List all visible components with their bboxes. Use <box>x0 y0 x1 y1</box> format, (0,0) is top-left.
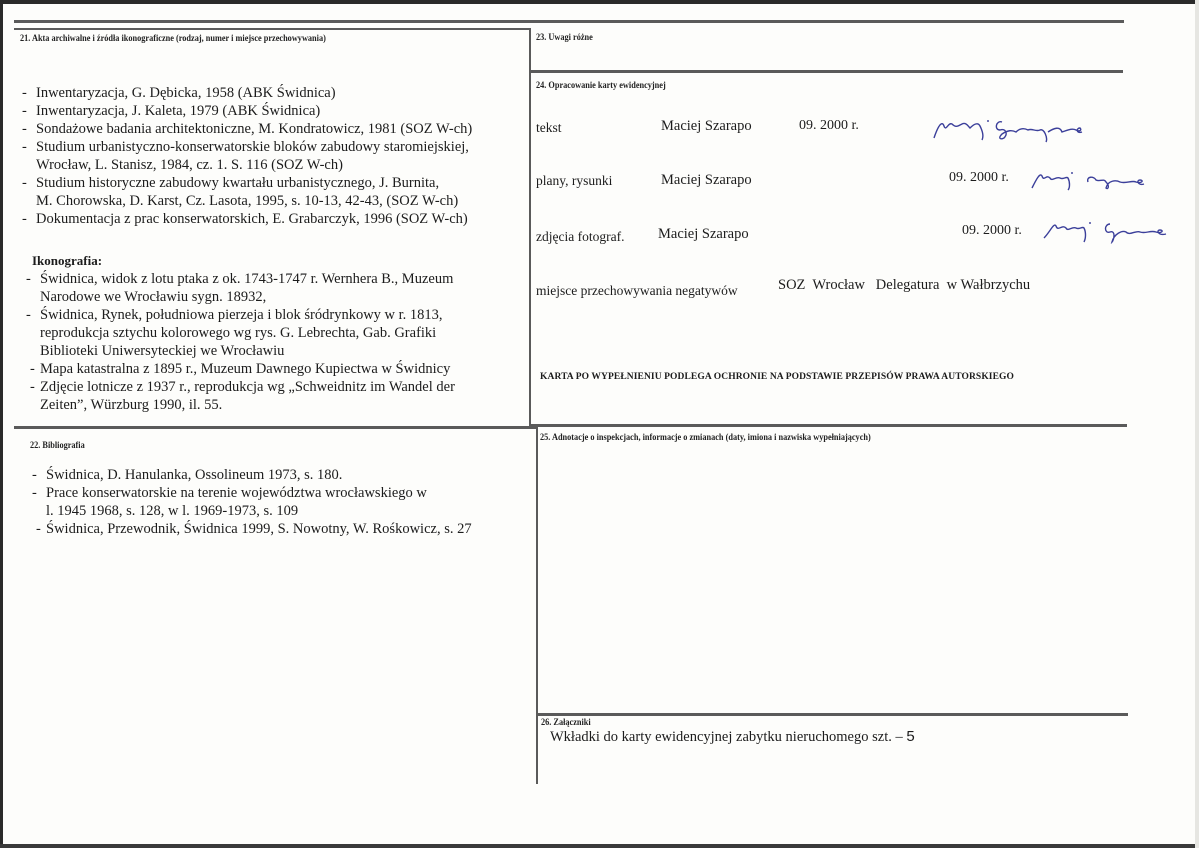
rule-top <box>14 20 1124 23</box>
section-25-title: 25. Adnotacje o inspekcjach, informacje o zmianach (daty, imiona i nazwiska wypełniających) <box>540 432 871 442</box>
row-photos-author: Maciej Szarapo <box>658 226 749 242</box>
archive-item: - Studium historyczne zabudowy kwartału urbanistycznego, J. Burnita, M. Chorowska, D. Karst, Cz. Lasota, 1995, s. 10-13, 42-43, (SOZ W-ch) <box>22 174 472 210</box>
iconography-list-cont <box>30 360 455 414</box>
row-plans-author: Maciej Szarapo <box>661 172 752 188</box>
copyright-notice: KARTA PO WYPEŁNIENIU PODLEGA OCHRONIE NA PODSTAWIE PRZEPISÓW PRAWA AUTORSKIEGO <box>540 372 1015 382</box>
divider-upper <box>529 28 531 426</box>
rule-23-24 <box>531 70 1123 73</box>
signature-icon <box>930 112 1100 146</box>
iconography-title: Ikonografia: <box>32 253 103 268</box>
archive-item: - Inwentaryzacja, G. Dębicka, 1958 (ABK Świdnica) <box>22 84 472 102</box>
row-text-label: tekst <box>536 120 562 135</box>
iconography-item: - Świdnica, widok z lotu ptaka z ok. 1743-1747 r. Wernhera B., Muzeum Narodowe we Wrocławiu sygn. 18932, <box>26 270 453 306</box>
rule-24-25 <box>531 424 1127 427</box>
section-24-title: 24. Opracowanie karty ewidencyjnej <box>536 80 666 90</box>
scan-edge-top <box>0 0 1199 4</box>
rule-top-left <box>14 28 530 30</box>
rule-25-26 <box>538 713 1128 716</box>
divider-lower <box>536 426 538 784</box>
section-22-title: 22. Bibliografia <box>30 440 85 450</box>
iconography-item: - Świdnica, Rynek, południowa pierzeja i blok śródrynkowy w r. 1813, reprodukcja sztychu kolorowego wg rys. G. Lebrechta, Gab. Grafiki Biblioteki Uniwersyteckiej we Wrocławiu <box>26 306 453 360</box>
attachments-count: 5 <box>906 728 915 745</box>
signature-icon <box>1026 166 1156 192</box>
bibliography-item: - Świdnica, D. Hanulanka, Ossolineum 1973, s. 180. <box>32 466 427 484</box>
row-photos-label: zdjęcia fotograf. <box>536 229 625 244</box>
row-plans-date: 09. 2000 r. <box>949 170 1009 185</box>
archives-list <box>22 84 472 228</box>
negatives-value: SOZ Wrocław Delegatura w Wałbrzychu <box>778 277 1031 293</box>
section-21-title: 21. Akta archiwalne i źródła ikonograficzne (rodzaj, numer i miejsce przechowywania) <box>20 33 326 43</box>
bibliography-item: - Świdnica, Przewodnik, Świdnica 1999, S. Nowotny, W. Rośkowicz, s. 27 <box>36 520 472 538</box>
scan-edge-left <box>0 0 3 848</box>
iconography-item: - Zdjęcie lotnicze z 1937 r., reprodukcja wg „Schweidnitz im Wandel der Zeiten”, Würzburg 1990, il. 55. <box>30 378 455 414</box>
section-26-title: 26. Załączniki <box>541 717 591 727</box>
iconography-list <box>26 270 453 360</box>
scan-edge-bottom <box>0 844 1199 848</box>
scan-edge-right <box>1195 0 1199 848</box>
row-photos-date: 09. 2000 r. <box>962 223 1022 238</box>
bibliography-list <box>32 466 427 520</box>
signature-icon <box>1040 216 1180 244</box>
section-23-title: 23. Uwagi różne <box>536 32 593 42</box>
archive-item: - Inwentaryzacja, J. Kaleta, 1979 (ABK Świdnica) <box>22 102 472 120</box>
row-plans-label: plany, rysunki <box>536 173 613 188</box>
iconography-item: - Mapa katastralna z 1895 r., Muzeum Dawnego Kupiectwa w Świdnicy <box>30 360 455 378</box>
archive-item: - Dokumentacja z prac konserwatorskich, E. Grabarczyk, 1996 (SOZ W-ch) <box>22 210 472 228</box>
attachments-text <box>550 728 915 746</box>
row-text-date: 09. 2000 r. <box>799 118 859 133</box>
bibliography-list-cont <box>36 520 472 538</box>
negatives-label: miejsce przechowywania negatywów <box>536 283 738 298</box>
rule-21-22 <box>14 426 538 429</box>
archive-item: - Studium urbanistyczno-konserwatorskie bloków zabudowy staromiejskiej, Wrocław, L. Stanisz, 1984, cz. 1. S. 116 (SOZ W-ch) <box>22 138 472 174</box>
bibliography-item: - Prace konserwatorskie na terenie województwa wrocławskiego w l. 1945 1968, s. 128, w l. 1969-1973, s. 109 <box>32 484 427 520</box>
archive-item: - Sondażowe badania architektoniczne, M. Kondratowicz, 1981 (SOZ W-ch) <box>22 120 472 138</box>
attachments-label: Wkładki do karty ewidencyjnej zabytku nieruchomego szt. – <box>550 729 903 745</box>
row-text-author: Maciej Szarapo <box>661 118 752 134</box>
